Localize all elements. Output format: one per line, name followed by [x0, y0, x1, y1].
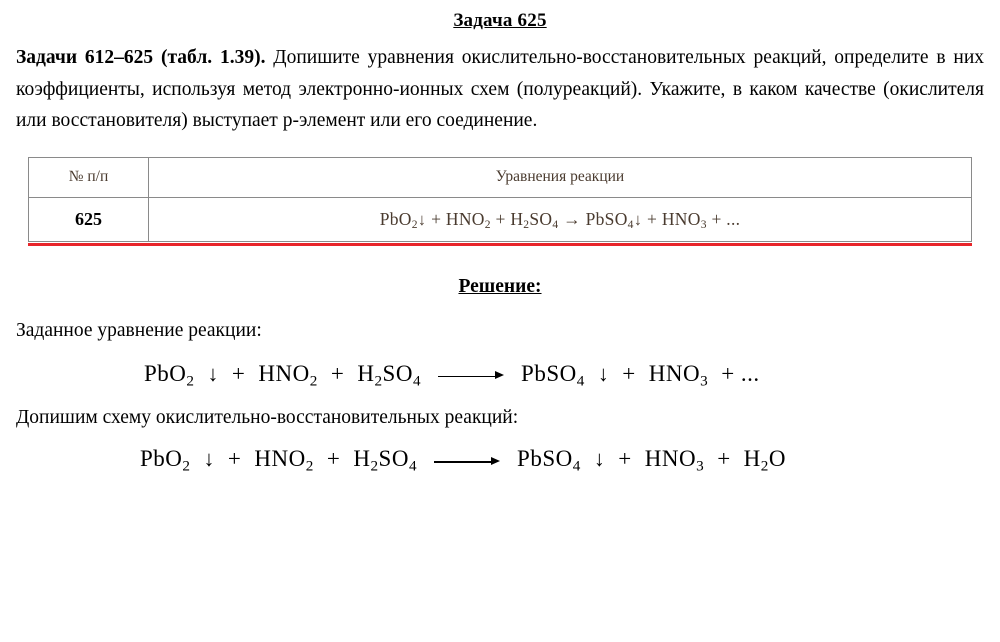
reaction-table-wrapper	[28, 157, 972, 242]
eq2-reagent-1: PbO$_2$	[140, 446, 191, 475]
eq1-precipitate-arrow-2: ↓	[597, 361, 610, 386]
solution-heading: Решение:	[458, 275, 542, 297]
eq2-plus-2: +	[326, 446, 341, 472]
eq1-tail: + ...	[721, 360, 760, 386]
eq2-reagent-3: $H_2SO_4$	[353, 446, 418, 475]
table-header-equation: Уравнения реакции	[149, 157, 972, 197]
task-statement-text: Допишите уравнения окислительно-восстановительных реакций, определите в них коэффициенты, используя метод электронно-ионных схем (полуреакций). Укажите, в каком качестве (окислителя или восстановителя) выступает p-элемент или его соединение.	[16, 47, 985, 132]
eq1-product-1: PbSO$_4$	[521, 360, 585, 390]
eq1-reagent-2: $HNO_2$	[258, 360, 318, 390]
eq2-plus-4: +	[717, 446, 731, 472]
page-title: Задача 625	[453, 10, 547, 31]
table-header-row	[29, 157, 972, 197]
eq2-precipitate-arrow-1: ↓	[203, 447, 215, 472]
table-cell-number: 625	[29, 197, 149, 241]
eq1-plus-1: +	[231, 360, 246, 386]
task-statement	[16, 42, 984, 137]
eq2-reagent-2: $HNO_2$	[254, 446, 314, 475]
equation-line-2	[14, 446, 986, 475]
eq2-product-3: $H_2O$	[743, 446, 787, 475]
solution-line-1: Заданное уравнение реакции:	[16, 319, 262, 341]
eq1-plus-3: +	[622, 360, 636, 386]
eq2-product-1: PbSO$_4$	[517, 446, 581, 475]
equation-line-1	[14, 360, 986, 390]
eq1-reagent-3: $H_2SO_4$	[357, 360, 422, 390]
eq2-precipitate-arrow-2: ↓	[593, 447, 606, 472]
eq1-plus-2: +	[330, 360, 345, 386]
table-cell-equation	[149, 197, 972, 241]
table-row	[29, 197, 972, 241]
eq2-plus-1: +	[227, 446, 242, 472]
solution-line-2: Допишим схему окислительно-восстановительных реакций:	[16, 407, 519, 429]
task-statement-label: Задачи 612–625 (табл. 1.39).	[16, 47, 266, 68]
red-underline-rule	[28, 243, 972, 246]
eq1-precipitate-arrow-1: ↓	[207, 361, 219, 386]
reaction-arrow-icon	[430, 450, 504, 473]
reaction-arrow-icon	[434, 364, 508, 387]
equation-text: PbO$_2$↓ + $HNO_2 + H_2SO_4$ → PbSO$_4$↓ + $HNO_3$ + ...	[379, 208, 741, 231]
eq2-product-2: $HNO_3$	[644, 446, 705, 475]
eq2-plus-3: +	[618, 446, 632, 472]
eq1-product-2: $HNO_3$	[648, 360, 709, 390]
table-header-number: № п/п	[29, 157, 149, 197]
eq1-reagent-1: PbO$_2$	[144, 360, 195, 390]
reaction-table	[28, 157, 972, 242]
